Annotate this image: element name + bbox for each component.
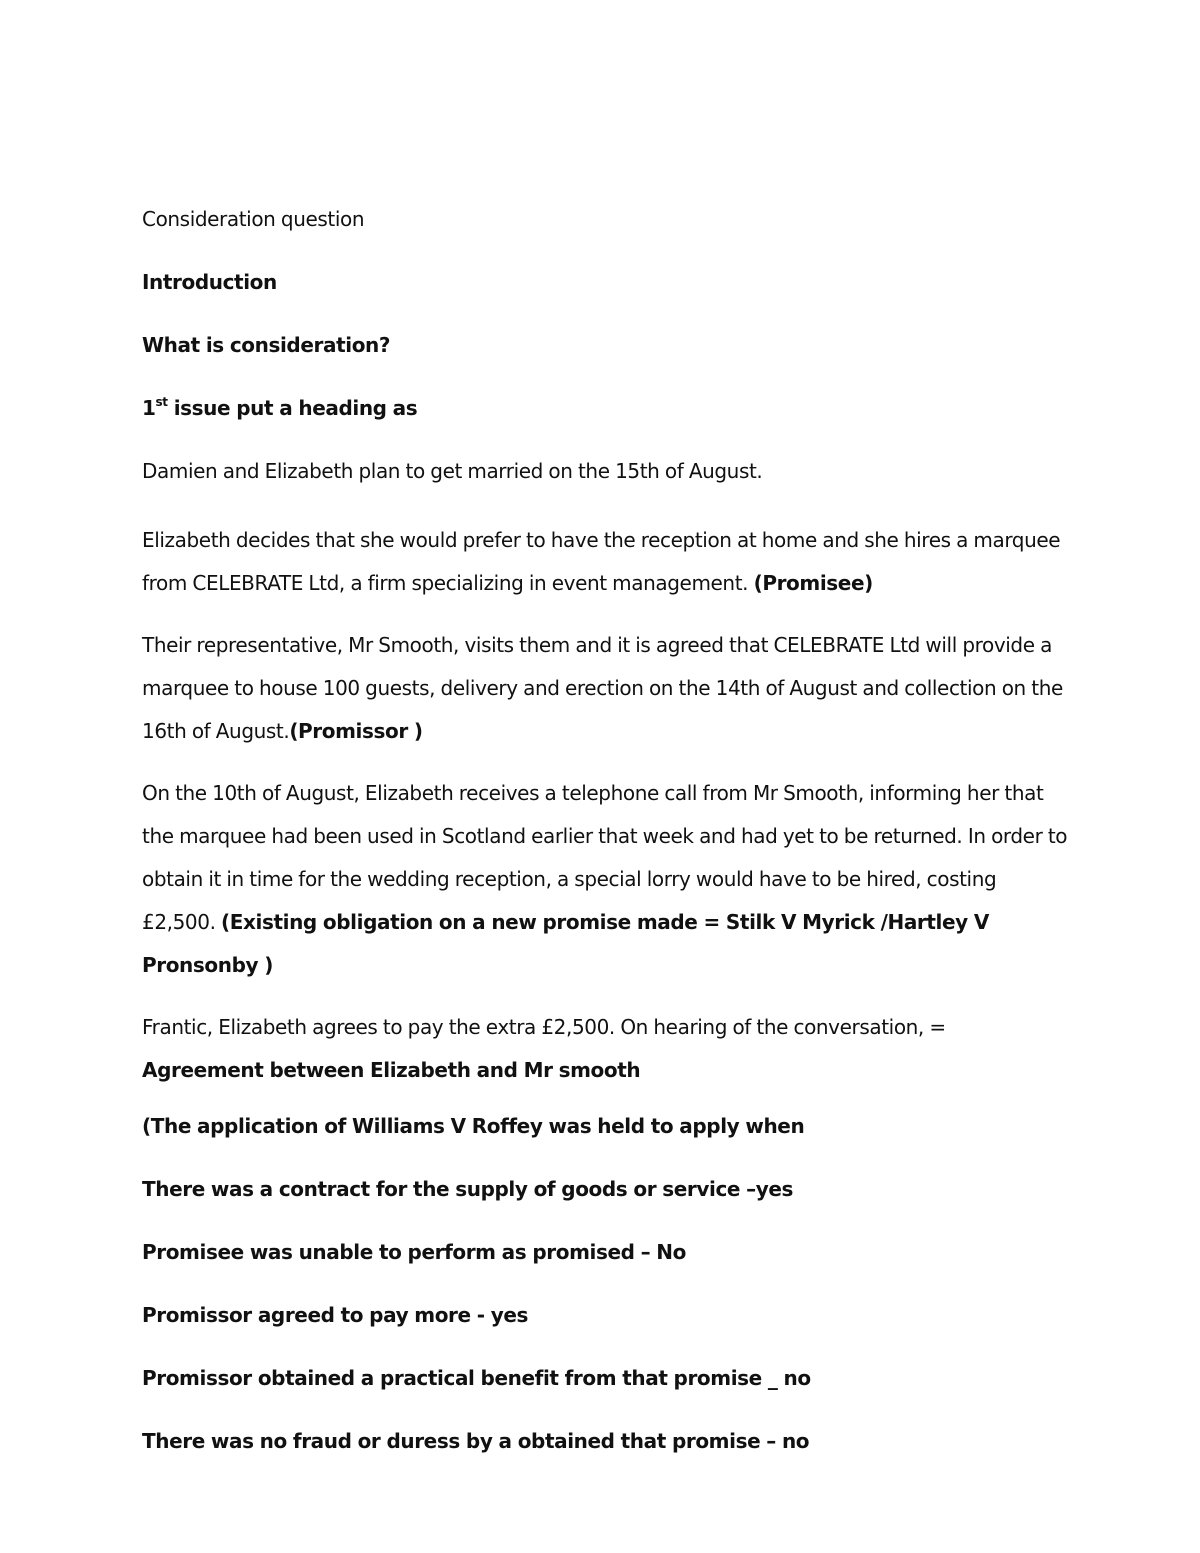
heading-introduction: Introduction xyxy=(142,270,277,294)
paragraph-marquee-hire xyxy=(142,519,1072,605)
promisee-label: (Promisee) xyxy=(753,571,873,595)
promissor-label: (Promissor ) xyxy=(289,719,423,743)
document-title: Consideration question xyxy=(142,207,365,231)
heading-first-issue xyxy=(142,393,1072,423)
marquee-hire-text: Elizabeth decides that she would prefer to have the reception at home and she hires a marquee from CELEBRATE Ltd, a firm specializing in event management. xyxy=(142,528,1061,595)
existing-obligation-note: (Existing obligation on a new promise made = Stilk V Myrick /Hartley V Pronsonby ) xyxy=(142,910,989,977)
issue-ordinal-suffix: st xyxy=(155,395,168,409)
analysis-line: Promissor obtained a practical benefit from that promise _ no xyxy=(142,1366,811,1390)
analysis-line: (The application of Williams V Roffey was held to apply when xyxy=(142,1114,805,1138)
telephone-call-text: On the 10th of August, Elizabeth receives a telephone call from Mr Smooth, informing her that the marquee had been used in Scotland earlier that week and had yet to be returned. In order to obtain it in time for the wedding reception, a special lorry would have to be hired, costing £2,500. xyxy=(142,781,1068,934)
representative-text: Their representative, Mr Smooth, visits them and it is agreed that CELEBRATE Ltd will provide a marquee to house 100 guests, delivery and erection on the 14th of August and collection on the 16th of August. xyxy=(142,633,1063,743)
heading-what-is-consideration: What is consideration? xyxy=(142,333,391,357)
issue-heading-text: issue put a heading as xyxy=(167,396,418,420)
analysis-line: Promissor agreed to pay more - yes xyxy=(142,1303,529,1327)
agreement-note: Agreement between Elizabeth and Mr smooth xyxy=(142,1058,641,1082)
analysis-line: There was a contract for the supply of goods or service –yes xyxy=(142,1177,794,1201)
paragraph-agreement xyxy=(142,1006,1072,1092)
document-page xyxy=(142,204,1072,1489)
agreement-text: Frantic, Elizabeth agrees to pay the extra £2,500. On hearing of the conversation, = xyxy=(142,1015,946,1039)
paragraph-wedding-plan: Damien and Elizabeth plan to get married on the 15th of August. xyxy=(142,459,763,483)
analysis-line: Promisee was unable to perform as promised – No xyxy=(142,1240,686,1264)
analysis-line: There was no fraud or duress by a obtained that promise – no xyxy=(142,1429,810,1453)
issue-number: 1 xyxy=(142,396,156,420)
paragraph-telephone-call xyxy=(142,772,1072,987)
paragraph-representative xyxy=(142,624,1072,753)
